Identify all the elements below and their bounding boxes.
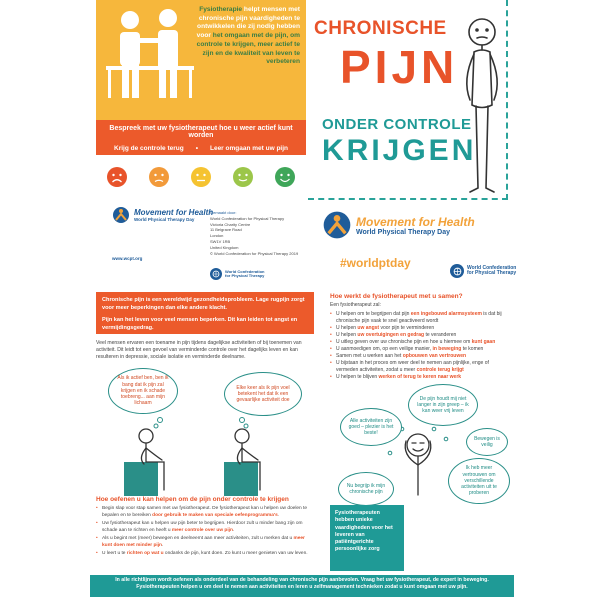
- physiotherapy-icon: [102, 6, 198, 106]
- intro-lead-rest: helpt mensen met chronische pijn vaardigheden te ontwikkelen die zij nodig hebben voor: [196, 6, 300, 40]
- pain-facts-p2: Pijn kan het leven voor veel mensen beperken. Dit kan leiden tot angst en vermijdingsgedrag.: [102, 316, 298, 332]
- orange-strip: [96, 120, 306, 155]
- mfh-title-right: Movement for Health: [356, 214, 475, 229]
- list-item: • Begin slap voor stap samen met uw fysiotherapeut. De fysiotherapeut kan u helpen uw doelen te bepalen en te bereiken door gebruik te maken van speciale oefenprogramma's.: [96, 506, 314, 520]
- org-line: © World Confederation for Physical Therapy 2019: [210, 250, 299, 256]
- thought-bubble-fear: [108, 368, 178, 414]
- orange-strip-line2: Krijg de controle terug • Leer omgaan met uw pijn: [114, 145, 288, 152]
- org-line: World Confederation for Physical Therapy: [210, 215, 285, 221]
- org-line: SW1V 1RB: [210, 238, 231, 244]
- mfh-logo-left: [112, 206, 213, 224]
- unique-skills-box: Fysiotherapeuten hebben unieke vaardigheden voor het leveren van patiëntgerichte persoonlijke zorg: [330, 505, 404, 571]
- neutral-face-icon: [190, 166, 212, 188]
- list-item: • U helpen uw overtuigingen en gedrag te veranderen: [330, 332, 510, 339]
- org-label: Gemaakt door:: [210, 210, 237, 215]
- bubble-danger-text: Elke keer als ik pijn voel betekent het dat ik een gevaarlijke activiteit doe: [236, 384, 290, 404]
- list-item: • U helpen te blijven werken of terug te keren naar werk: [330, 374, 510, 381]
- left-body-text: Veel mensen ervaren een toename in pijn tijdens dagelijkse activiteiten of bij toenemen van activiteit. Dit leidt tot een gevoel van verminderde controle over het dagelijks leven en kan resulteren in depressie, sociale isolatie en verminderde deelname.: [96, 340, 302, 361]
- list-item: • U leert u te richten op wat u ondanks de pijn, kunt doen. Zo kunt u meer genieten van uw leven.: [96, 551, 314, 558]
- intro-text: [196, 6, 300, 67]
- mfh-logo-right: [322, 210, 475, 240]
- wcpt-globe-icon: [210, 268, 222, 280]
- orange-strip-line1: Bespreek met uw fysiotherapeut hoe u weer actief kunt worden: [109, 125, 293, 139]
- movement-for-health-icon: [112, 206, 130, 224]
- list-item: • U helpen uw angst voor pijn te verminderen: [330, 325, 510, 332]
- thought-bubble-activities: [340, 408, 402, 446]
- intro-panel: [96, 0, 306, 155]
- bubble-activities-text: Alle activiteiten zijn goed – plezier is het beste!: [348, 417, 394, 437]
- bubble-understand-text: Nu begrijp ik mijn chronische pijn: [346, 482, 386, 495]
- org-line: 11 Belgrave Road: [210, 227, 242, 233]
- thought-bubble-freedom: [408, 384, 478, 426]
- thought-bubble-understand: [338, 472, 394, 506]
- orange-strip-item-b: Leer omgaan met uw pijn: [209, 145, 288, 152]
- list-item: • U uitleg geven over uw chronische pijn en hoe u hiermee om kunt gaan: [330, 339, 510, 346]
- right-section-list: [330, 311, 510, 381]
- right-section-intro: Een fysiotherapeut zal:: [330, 302, 381, 308]
- bubble-fear-text: Als ik actief ben, ben ik bang dat ik pijn zal krijgen en ik schade toebreng... aan mijn lichaam: [117, 375, 169, 407]
- thought-bubble-safe: [466, 428, 508, 456]
- title-line3: ONDER CONTROLE: [322, 116, 472, 133]
- title-line2: PIJN: [340, 41, 459, 93]
- wcpt-line2-left: for Physical Therapy: [225, 273, 265, 278]
- sitting-figures-illustration: [96, 410, 314, 500]
- list-item: • U bijstaan in het proces om weer deel te nemen aan pijnlijke, enge of vermeden activiteiten, zodat u meer controle terug krijgt: [330, 360, 510, 374]
- wcpt-line1-right: World Confederation: [467, 264, 517, 271]
- list-item: • U aanmoedigen om, op een veilige manier, in beweging te komen: [330, 346, 510, 353]
- mfh-sub-left: World Physical Therapy Day: [134, 217, 195, 222]
- org-address: [210, 210, 320, 256]
- intro-highlight: het omgaan met de pijn, om controle te krijgen, meer actief te zijn en de kwaliteit van leven te verbeteren: [196, 32, 300, 66]
- list-item: • U helpen om te begrijpen dat pijn een ingebouwd alarmsysteem is dat bij chronische pijn vaak te snel geactiveerd wordt: [330, 311, 510, 325]
- pain-faces-row: [96, 166, 306, 192]
- intro-yellow-block: [96, 0, 306, 120]
- right-section-heading: Hoe werkt de fysiotherapeut met u samen?: [330, 293, 463, 300]
- intro-lead-bold: Fysiotherapie: [199, 6, 243, 13]
- content-face-icon: [232, 166, 254, 188]
- org-line: London: [210, 233, 224, 239]
- bubble-safe-text: Bewegen is veilig: [474, 435, 500, 448]
- list-item: • Als u begint met (meer) bewegen en deelneemt aan meer activiteiten, zult u merken dat u meer kunt doen met minder pijn.: [96, 536, 314, 550]
- org-line: United Kingdom: [210, 244, 239, 250]
- mfh-title-left: Movement for Health: [134, 208, 214, 217]
- left-section-list: [96, 506, 314, 559]
- orange-strip-item-a: Krijg de controle terug: [114, 145, 184, 152]
- pain-facts-box: [96, 292, 314, 334]
- title-line1: CHRONISCHE: [314, 18, 447, 39]
- wcpt-globe-icon: [450, 264, 464, 278]
- list-item: • Uw fysiotherapeut kan u helpen uw pijn beter te begrijpen. Hierdoor zult u minder bang zijn om schade aan te richten en heeft u meer controle over uw pijn.: [96, 521, 314, 535]
- left-section-heading: Hoe oefenen u kan helpen om de pijn onder controle te krijgen: [96, 496, 289, 503]
- list-item: • Samen met u werken aan het opbouwen van vertrouwen: [330, 353, 510, 360]
- movement-for-health-icon: [322, 210, 352, 240]
- org-line: Victoria Charity Centre: [210, 221, 251, 227]
- wcpt-line2-right: for Physical Therapy: [467, 270, 517, 276]
- sad-face-icon: [106, 166, 128, 188]
- website-link[interactable]: www.wcpt.org: [112, 256, 143, 261]
- unhappy-face-icon: [148, 166, 170, 188]
- mfh-sub-right: World Physical Therapy Day: [356, 228, 451, 236]
- bubble-freedom-text: De pijn houdt mij niet langer in zijn greep – ik kan weer vrij leven: [417, 395, 469, 415]
- wcpt-line1-left: World Confederation: [225, 268, 265, 274]
- hashtag: #worldptday: [340, 256, 411, 270]
- pain-facts-p1: Chronische pijn is een wereldwijd gezondheidsprobleem. Lage rugpijn zorgt voor meer beperkingen dan elke andere klacht.: [102, 297, 305, 312]
- happy-face-icon: [274, 166, 296, 188]
- bubble-confidence-text: Ik heb meer vertrouwen om verschillende activiteiten uit te proberen: [461, 465, 497, 497]
- wcpt-logo-left: [210, 268, 264, 280]
- bottom-banner: In alle richtlijnen wordt oefenen als onderdeel van de behandeling van chronische pijn aanbevolen. Vraag het uw fysiotherapeut, de expert in beweging. Fysiotherapeuten helpen u om deel te nemen aan activiteiten en leren u zelfmanagement technieken zodat u kunt omgaan met uw pijn.: [90, 575, 514, 597]
- title-line4: KRIJGEN: [322, 134, 477, 167]
- standing-stickman-icon: [452, 10, 512, 200]
- wcpt-logo-right: [450, 264, 516, 278]
- thought-bubble-confidence: [448, 458, 510, 504]
